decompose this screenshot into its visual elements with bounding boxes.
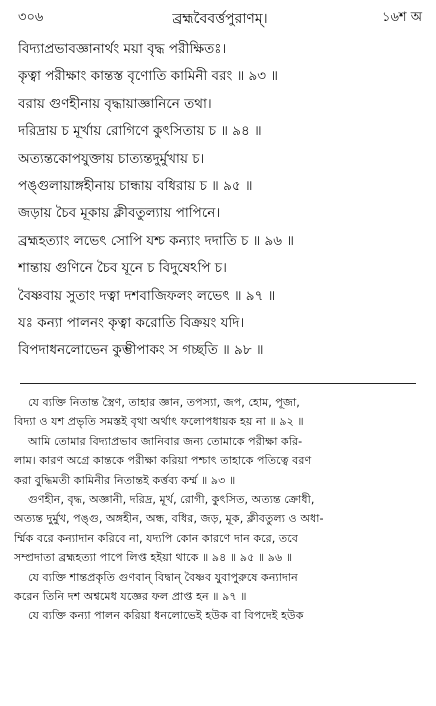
verse-line: জড়ায় চৈব মূকায় ক্লীবতুল্যায় পাপিনে। [18,205,221,222]
verse-line: পঙ্গুলায়াঙ্গহীনায় চান্ধায় বধিরায় চ ॥ ৯৫ ॥ [18,177,253,194]
verse-line: অত্যন্তকোপযুক্তায় চাত্যন্তদুর্মুখায় চ। [18,150,205,167]
verse-line: বরায় গুণহীনায় বৃদ্ধায়াজ্ঞানিনে তথা। [18,95,212,112]
translation-line: যে ব্যক্তি নিতান্ত স্ত্রৈণ, তাহার জ্ঞান, তপস্যা, জপ, হোম, পূজা, [28,396,300,409]
page-header [18,6,422,28]
verse-line: বিপদাধনলোভেন কুম্ভীপাকং স গচ্ছতি ॥ ৯৮ ॥ [18,342,264,359]
translation-line: অত্যন্ত দুর্মুখ, পঙ্গু, অঙ্গহীন, অন্ধ, বধির, জড়, মূক, ক্লীবতুল্য ও অধা- [14,512,324,526]
verse-line: বৈষ্ণবায় সুতাং দত্বা দশবাজিফলং লভেৎ ॥ ৯৭ ॥ [18,287,276,304]
verse-line: যঃ কন্যা পালনং কৃত্বা করোতি বিক্রয়ং যদি। [18,314,245,331]
page-number: ৩০৬ [18,10,44,25]
translation-line: গুণহীন, বৃদ্ধ, অজ্ঞানী, দরিদ্র, মূর্খ, রোগী, কুৎসিত, অত্যন্ত ক্রোধী, [28,492,315,506]
verse-line: বিদ্যাপ্রভাবজ্ঞানার্থং ময়া বৃদ্ধ পরীক্ষিতঃ। [18,41,227,57]
verse-line: ব্রহ্মহত্যাং লভেৎ সোপি যশ্চ কন্যাং দদাতি চ ॥ ৯৬ ॥ [18,232,294,249]
translation-line: যে ব্যক্তি শান্তপ্রকৃতি গুণবান্ বিদ্বান্ বৈষ্ণব যুবাপুরুষে কন্যাদান [28,570,298,584]
translation-line: যে ব্যক্তি কন্যা পালন করিয়া ধনলোভেই হউক বা বিপদেই হউক [28,609,304,623]
verse-line: কৃত্বা পরীক্ষাং কান্তস্ত বৃণোতি কামিনী বরং ॥ ৯৩ ॥ [18,68,278,85]
sanskrit-verses [18,36,418,365]
translation-line: করা বুদ্ধিমতী কামিনীর নিতান্তই কর্ত্তব্য কর্ম্ম ॥ ৯৩ ॥ [14,473,236,487]
section-divider [20,383,416,384]
translation-line: আমি তোমার বিদ্যাপ্রভাব জানিবার জন্য তোমাকে পরীক্ষা করি- [28,434,303,448]
translation-line: সম্প্রদাতা ব্রহ্মহত্যা পাপে লিপ্ত হইয়া থাকে ॥ ৯৪ ॥ ৯৫ ॥ ৯৬ ॥ [14,551,293,565]
translation-line: বিদ্যা ও যশ প্রভৃতি সমস্তই বৃথা অর্থাৎ ফলোপধায়ক হয় না ॥ ৯২ ॥ [14,415,304,429]
chapter-number: ১৬শ অ [382,10,422,25]
verse-line: শান্তায় গুণিনে চৈব যূনে চ বিদুষেঽপি চ। [18,260,227,277]
bengali-translation [14,393,424,626]
translation-line: করেন তিনি দশ অশ্বমেধ যজ্ঞের ফল প্রাপ্ত হন ॥ ৯৭ ॥ [14,589,247,603]
translation-line: লাম। কারণ অগ্রে কান্তকে পরীক্ষা করিয়া পশ্চাৎ তাহাকে পতিত্বে বরণ [14,454,312,468]
verse-line: দরিদ্রায় চ মূর্খায় রোগিণে কুৎসিতায় চ ॥ ৯৪ ॥ [18,123,262,140]
translation-line: র্ম্মিক বরে কন্যাদান করিবে না, যদ্যপি কোন কারণে দান করে, তবে [14,531,299,545]
book-title: ব্রহ্মবৈবর্ত্তপুরাণম্। [172,11,268,27]
